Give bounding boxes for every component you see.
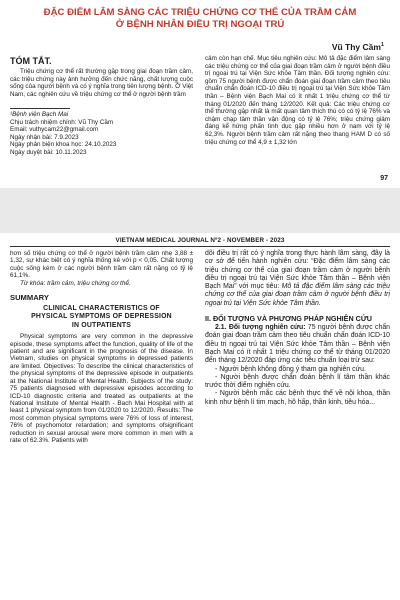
author-name: [332, 42, 384, 52]
subjects-paragraph: [205, 324, 390, 365]
footnote-review-date: Ngày phản biện khoa học: 24.10.2023: [10, 141, 117, 149]
author-affiliation-mark: 1: [380, 42, 384, 49]
abstract-heading: TÓM TẮT.: [10, 56, 52, 66]
footnote-divider: [10, 108, 70, 109]
right-column-bottom: [205, 250, 390, 407]
section-heading-methods: II. ĐỐI TƯỢNG VÀ PHƯƠNG PHÁP NGHIÊN CỨU: [205, 314, 372, 324]
keywords: Từ khóa: trầm cảm, triệu chứng cơ thể.: [20, 279, 131, 287]
footnote-email: Email: vuthycam22@gmail.com: [10, 126, 99, 134]
english-title-line-2: PHYSICAL SYMPTOMS OF DEPRESSION: [31, 313, 172, 321]
footnote-affiliation: ¹Bệnh viện Bạch Mai: [10, 111, 69, 119]
subsection-text: 75 người bệnh được chẩn đoán giai đoạn trầm cảm theo tiêu chuẩn chẩn đoán ICD-10 điều trị ngoại trú tại Viện Sức khỏe Tâm thần – Bệnh viện Bạch Mai có ít nhất 1 triệu chứng cơ thể từ tháng 01/2020 đến tháng 12/2020 đáp ứng các tiêu chuẩn loại trừ sau:: [205, 324, 391, 365]
article-second-page: [0, 233, 400, 600]
left-column-bottom: [10, 250, 193, 444]
abstract-paragraph-left: Triệu chứng cơ thể rất thường gặp trong giai đoạn trầm cảm, các triệu chứng này ảnh hưởng đến chức năng, chất lượng cuộc sống của người bệnh và có ý nghĩa trong tiên lượng bệnh. Ở Việt Nam, các nghiên cứu về triệu chứng cơ thể ở người bệnh trầm: [10, 68, 193, 98]
header-divider: [10, 246, 390, 247]
introduction-text: dõi điều trị rất có ý nghĩa trong thực hành lâm sàng, đây là cơ sở để tiến hành nghiên cứu: “Đặc điểm lâm sàng các triệu chứng cơ thể của giai đoạn trầm cảm ở người bệnh điều trị ngoại trú tại Viện Sức khỏe Tâm thần – Bệnh viện Bạch Mai” với mục tiêu:: [205, 250, 390, 291]
abstract-paragraph-right: cảm còn hạn chế. Mục tiêu nghiên cứu: Mô tả đặc điểm lâm sàng các triệu chứng cơ thể của giai đoạn trầm cảm ở người bệnh điều trị ngoại trú tại Viện Sức khỏe Tâm thần. Đối tượng nghiên cứu: gồm 75 người bệnh được chẩn đoán giai đoạn trầm cảm theo tiêu chuẩn chẩn đoán ICD-10 điều trị ngoại trú tại Viện Sức khỏe Tâm thần – Bệnh viện Bạch Mai có ít nhất 1 triệu chứng cơ thể từ tháng 01/2020 đến tháng 12/2020. Kết quả: Các triệu chứng cơ thể thường gặp nhất là mất quan tâm thích thú có có tỷ lệ 76% và chậm chạp tâm thần vận động có tỷ lệ 76%; triệu chứng giảm đáng kể hứng phấn tình dục gặp nhiều hơn ở nam với tỷ lệ 62,3%. Người bệnh trầm cảm rất nặng theo thang HAM D có số triệu chứng cơ thể 4,9 ± 1,32 lớn: [205, 55, 390, 146]
summary-paragraph: Physical symptoms are very common in the depressive episode, these symptoms affect the function, quality of life of the patient and are significant in the prognosis of the disease. In Vietnam, studies on physical symptoms in depressed patients are limited. Objectives: To describe the clinical characteristics of the physical symptoms of the depressive episode in outpatients at the National Institute of Mental Health. Subjects of the study: 75 patients diagnosed with depressive episodes according to ICD-10 diagnostic criteria and treated as outpatients at the National Institute of Mental Health - Bach Mai Hospital with at least 1 physical symptom from 01/2020 to 12/2020. Results: The most common physical symptoms were 76% of loss of interest, 76% of psychomotor retardation; and symptoms ofsignificant reduction in sexual arousal were more common in men with a rate of 62.3%. Patients with: [10, 333, 193, 444]
article-first-page: [0, 0, 400, 188]
subsection-label: 2.1. Đối tượng nghiên cứu:: [215, 324, 306, 332]
article-title-vn: [20, 7, 380, 31]
abstract-continuation: hơn số triệu chứng cơ thể ở người bệnh trầm cảm nhẹ 3,88 ± 1,32, sự khác biệt có ý nghĩa thống kê với p < 0,05. Chất lượng cuộc sống kém ở các người bệnh trầm cảm rất nặng có tỷ lệ 61,1%.: [10, 250, 193, 280]
footnote-received-date: Ngày nhận bài: 7.9.2023: [10, 133, 79, 141]
english-title-line-3: IN OUTPATIENTS: [71, 321, 132, 329]
introduction-paragraph: [205, 250, 390, 308]
exclusion-item: - Người bệnh được chẩn đoán bệnh lí tâm thần khác trước thời điểm nghiên cứu.: [205, 373, 390, 390]
article-title-line-1: ĐẶC ĐIỂM LÂM SÀNG CÁC TRIỆU CHỨNG CƠ THỂ CỦA TRẦM CẢM: [43, 7, 357, 18]
footnote-accepted-date: Ngày duyệt bài: 10.11.2023: [10, 148, 87, 156]
study-objective: Mô tả đặc điểm lâm sàng các triệu chứng cơ thể của giai đoạn trầm cảm ở người bệnh điều trị ngoại trú tại Viện Sức khỏe Tâm thần.: [205, 283, 390, 307]
summary-heading: SUMMARY: [10, 293, 49, 303]
left-column-top: [10, 56, 193, 156]
journal-header: VIETNAM MEDICAL JOURNAL Nº2 - NOVEMBER - 2023: [115, 237, 285, 244]
footnote-corresponding-author: Chịu trách nhiệm chính: Vũ Thy Cầm: [10, 118, 114, 126]
author-name-text: Vũ Thy Cầm: [331, 42, 381, 52]
article-title-line-2: Ở BỆNH NHÂN ĐIỀU TRỊ NGOẠI TRÚ: [115, 19, 285, 30]
exclusion-item: - Người bệnh mắc các bệnh thực thể về nội khoa, thần kinh như bệnh lí tim mạch, hô hấp, thần kinh, tiêu hóa...: [205, 390, 390, 406]
page-number: 97: [380, 175, 388, 182]
exclusion-item: - Người bệnh không đồng ý tham gia nghiên cứu.: [215, 365, 366, 373]
right-column-top: [205, 55, 390, 146]
english-title-line-1: CLINICAL CHARACTERISTICS OF: [43, 305, 160, 313]
english-title: [10, 305, 193, 330]
